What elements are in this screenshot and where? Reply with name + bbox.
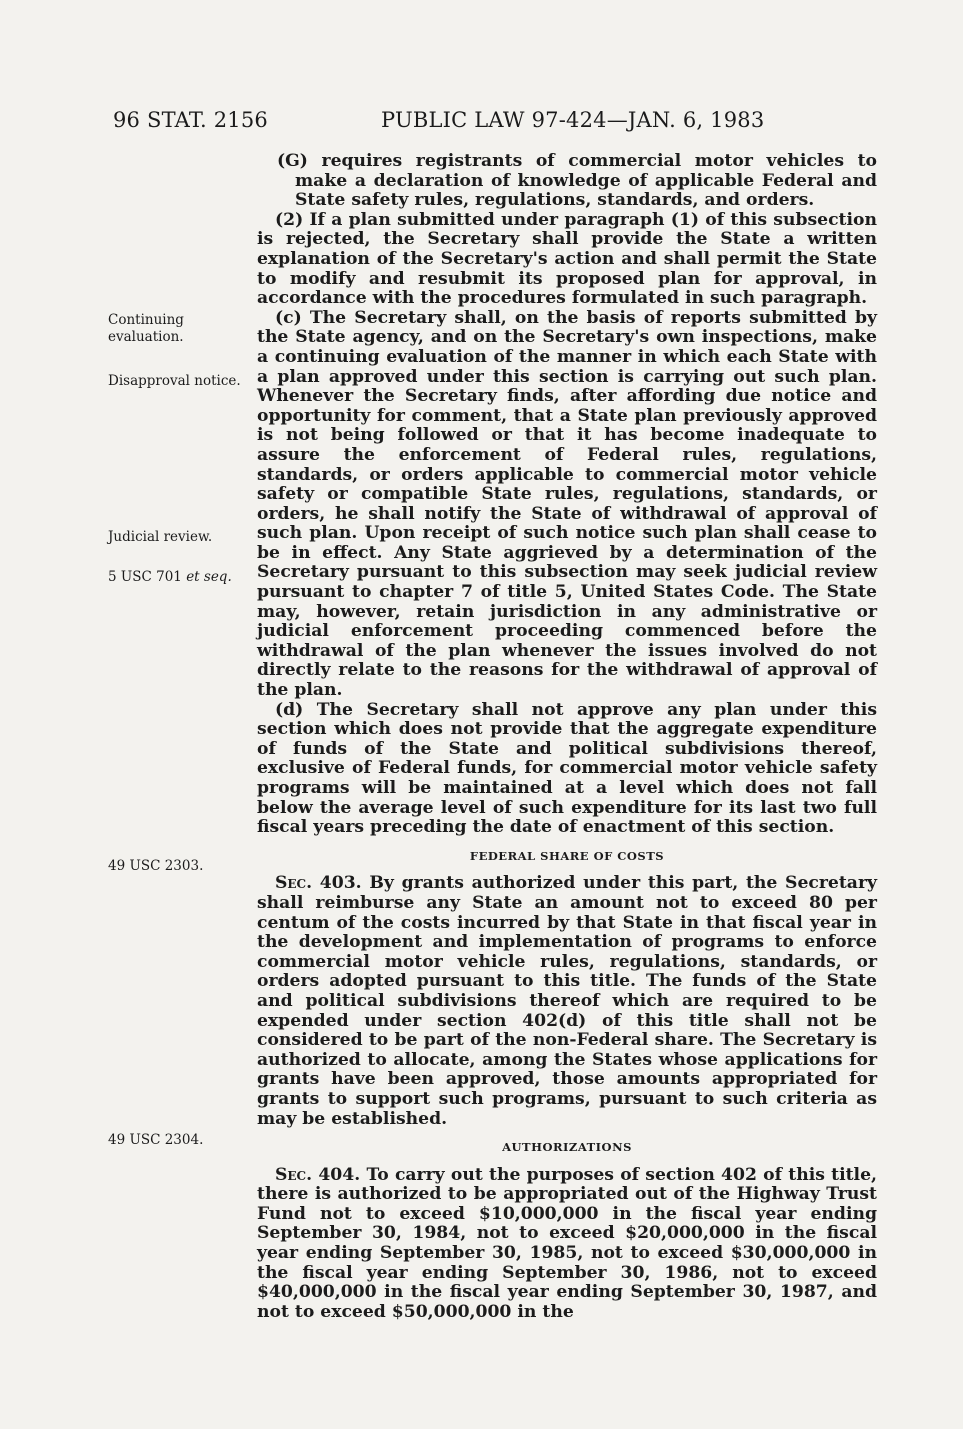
section-403 bbox=[257, 874, 877, 1129]
margin-note-continuing-evaluation: Continuing evaluation. bbox=[108, 312, 184, 345]
paragraph-g: (G) requires registrants of commercial motor vehicles to make a declaration of knowledge of applicable Federal and State safety rules, regulations, standards, and orders. bbox=[277, 151, 877, 211]
margin-note-49-usc-2303: 49 USC 2303. bbox=[108, 858, 204, 874]
statute-body bbox=[257, 152, 877, 1322]
section-404 bbox=[257, 1166, 877, 1323]
et-seq-italic: et seq. bbox=[186, 569, 232, 585]
section-404-text: To carry out the purposes of section 402 of this title, there is authorized to be appropriated out of the Highway Trust Fund not to exceed $10,000,000 in the fiscal year ending September 30, 1984, not to exceed $20,000,000 in the fiscal year ending September 30, 1985, not to exceed $30,000,000 in the fiscal year ending September 30, 1986, not to exceed $40,000,000 in the fiscal year ending September 30, 1987, and not to exceed $50,000,000 in the bbox=[257, 1164, 877, 1322]
section-403-text: By grants authorized under this part, the Secretary shall reimburse any State an amount not to exceed 80 per centum of the costs incurred by that State in that fiscal year in the development and implementation of programs to enforce commercial motor vehicle rules, regulations, standards, or orders adopted pursuant to this title. The funds of the State and political subdivisions thereof which are required to be expended under section 402(d) of this title shall not be considered to be part of the non-Federal share. The Secretary is authorized to allocate, among the States whose applications for grants have been approved, those amounts appropriated for grants to support such programs, pursuant to such criteria as may be established. bbox=[257, 873, 877, 1129]
paragraph-d: (d) The Secretary shall not approve any plan under this section which does not provide that the aggregate expenditure of funds of the State and political subdivisions thereof, exclusive of Federal funds, for commercial motor vehicle safety programs will be maintained at a level which does not fall below the average level of such expenditure for its last two full fiscal years preceding the date of enactment of this section. bbox=[257, 699, 877, 838]
paragraph-2: (2) If a plan submitted under paragraph (1) of this subsection is rejected, the Secretary shall provide the State a written explanation of the Secretary's action and shall permit the State to modify and resubmit its proposed plan for approval, in accordance with the procedures formulated in such paragraph. bbox=[257, 209, 877, 309]
statute-page-number: 96 STAT. 2156 bbox=[113, 108, 268, 132]
heading-authorizations: AUTHORIZATIONS bbox=[502, 1140, 632, 1155]
section-403-label: Sec. 403. bbox=[275, 873, 362, 894]
paragraph-c: (c) The Secretary shall, on the basis of reports submitted by the State agency, and on the Secretary's own inspections, make a continuing evaluation of the manner in which each State with a plan approved under this section is carrying out such plan. Whenever the Secretary finds, after affording due notice and opportunity for comment, that a State plan previously approved is not being followed or that it has become inadequate to assure the enforcement of Federal rules, regulations, standards, or orders applicable to commercial motor vehicle safety or compatible State rules, regulations, standards, or orders, he shall notify the State of withdrawal of approval of such plan. Upon receipt of such notice such plan shall cease to be in effect. Any State aggrieved by a determination of the Secretary pursuant to this subsection may seek judicial review pursuant to chapter 7 of title 5, United States Code. The State may, however, retain jurisdiction in any administrative or judicial enforcement proceeding commenced before the withdrawal of the plan whenever the issues involved do not directly relate to the reasons for the withdrawal of approval of the plan. bbox=[257, 307, 877, 701]
margin-note-judicial-review: Judicial review. bbox=[108, 529, 213, 545]
public-law-title: PUBLIC LAW 97-424—JAN. 6, 1983 bbox=[381, 108, 765, 132]
margin-note-49-usc-2304: 49 USC 2304. bbox=[108, 1132, 204, 1148]
usc-701-citation: 5 USC 701 bbox=[108, 569, 187, 585]
section-404-label: Sec. 404. bbox=[275, 1164, 361, 1185]
margin-note-disapproval-notice: Disapproval notice. bbox=[108, 373, 241, 389]
heading-federal-share: FEDERAL SHARE OF COSTS bbox=[469, 848, 665, 863]
margin-note-5-usc-701 bbox=[108, 569, 248, 586]
